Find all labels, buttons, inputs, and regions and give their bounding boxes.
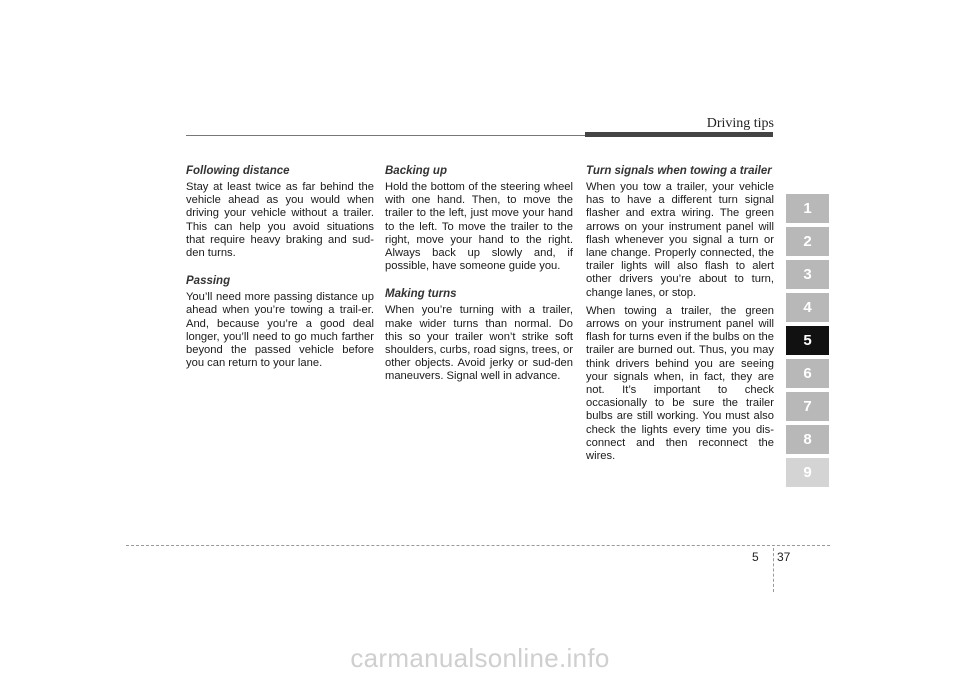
section-turn-signals xyxy=(586,164,774,463)
section-backing-up xyxy=(385,164,573,273)
section-heading: Making turns xyxy=(385,288,457,301)
section-paragraph: Hold the bottom of the steering wheel with one hand. Then, to move the trailer to the left, just move your hand to the left. To move the trailer to the right, move your hand to the right. Always back up slowly and, if possible, have someone guide you. xyxy=(385,181,573,273)
section-paragraph: Stay at least twice as far behind the vehicle ahead as you would when driving your vehicle without a trailer. This can help you avoid situations that require heavy braking and sud-den turns. xyxy=(186,181,374,260)
section-heading: Backing up xyxy=(385,165,447,177)
section-following-distance xyxy=(186,164,374,260)
footer-separator xyxy=(773,548,774,592)
section-paragraph: When you tow a trailer, your vehicle has to have a different turn signal flasher and extra wiring. The green arrows on your instrument panel will flash whenever you signal a turn or lane change. Properly connected, the trailer lights will also flash to alert other drivers you’re about to turn, change lanes, or stop. xyxy=(586,181,774,299)
chapter-tab-8[interactable]: 8 xyxy=(786,425,829,454)
chapter-tab-3[interactable]: 3 xyxy=(786,260,829,289)
footer-divider xyxy=(126,545,830,546)
chapter-tab-6[interactable]: 6 xyxy=(786,359,829,388)
section-making-turns xyxy=(385,287,573,383)
chapter-tab-9[interactable]: 9 xyxy=(786,458,829,487)
page-number: 37 xyxy=(777,550,791,564)
chapter-tab-7[interactable]: 7 xyxy=(786,392,829,421)
column-2 xyxy=(385,164,573,398)
section-paragraph: When you’re turning with a trailer, make wider turns than normal. Do this so your trailer won’t strike soft shoulders, curbs, road signs, trees, or other objects. Avoid jerky or sud-den maneuvers. Signal well in advance. xyxy=(385,304,573,383)
section-paragraph: You’ll need more passing distance up ahead when you’re towing a trail-er. And, because you’re a good deal longer, you’ll need to go much farther beyond the passed vehicle before you can return to your lane. xyxy=(186,291,374,370)
section-heading: Following distance xyxy=(186,165,290,177)
chapter-tab-4[interactable]: 4 xyxy=(786,293,829,322)
section-passing xyxy=(186,274,374,370)
header-title: Driving tips xyxy=(706,116,774,131)
column-1 xyxy=(186,164,374,384)
watermark: carmanualsonline.info xyxy=(350,643,610,673)
chapter-tab-1[interactable]: 1 xyxy=(786,194,829,223)
page-chapter: 5 xyxy=(752,550,759,564)
header-rule-accent xyxy=(585,132,773,137)
chapter-tabs xyxy=(786,194,829,491)
section-heading: Passing xyxy=(186,275,231,288)
section-paragraph: When towing a trailer, the green arrows on your instrument panel will flash for turns even if the bulbs on the trailer are burned out. Thus, you may think drivers behind you are seeing your signals when, in fact, they are not. It’s important to check occasionally to be sure the trailer bulbs are still working. You must also check the lights every time you dis-connect and then reconnect the wires. xyxy=(586,304,774,463)
chapter-tab-5[interactable]: 5 xyxy=(786,326,829,355)
chapter-tab-2[interactable]: 2 xyxy=(786,227,829,256)
column-3 xyxy=(586,164,774,477)
section-heading: Turn signals when towing a trailer xyxy=(586,165,772,177)
